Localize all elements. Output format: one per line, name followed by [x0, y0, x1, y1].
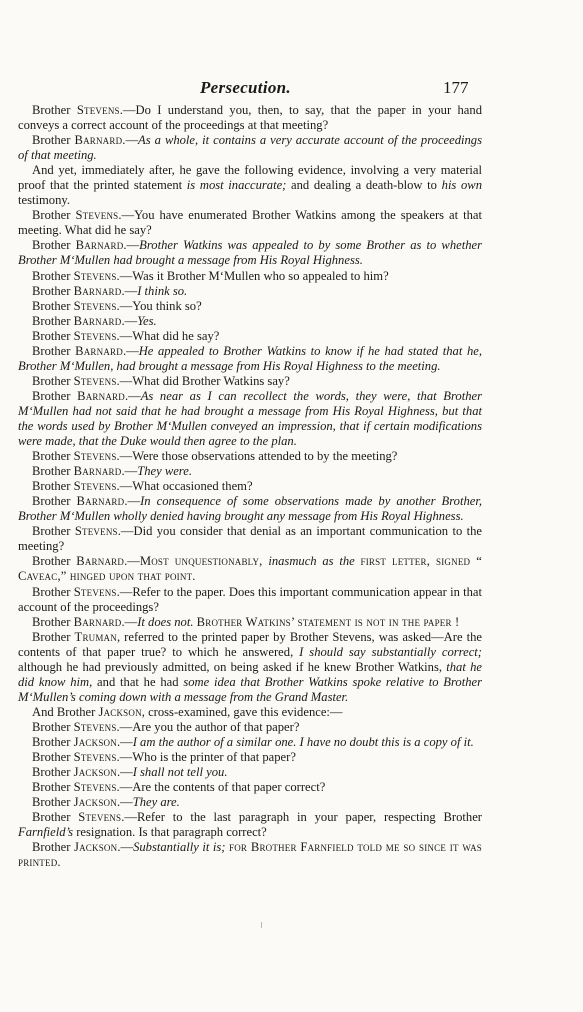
paragraph — [18, 374, 482, 389]
paragraph — [18, 238, 482, 268]
text-run: Brother — [32, 584, 74, 599]
paragraph — [18, 780, 482, 795]
text-run: Brother — [32, 313, 74, 328]
text-run: .—What occasioned them? — [116, 479, 253, 494]
text-run: and that he had — [92, 674, 184, 689]
text-run: Brother — [32, 750, 74, 765]
text-run: Brother — [32, 464, 74, 479]
text-run: .— — [122, 343, 139, 358]
italic-text: In consequence of some observations made by another Brother, Brother M‘Mullen wholly denied having brought any message from His Royal Highness. — [18, 494, 483, 524]
paragraph — [18, 208, 482, 238]
page-number: 177 — [443, 78, 469, 97]
paragraph — [18, 720, 482, 735]
italic-text: Substantially it is; — [133, 840, 226, 855]
italic-text: is most inaccurate; — [186, 178, 287, 193]
text-run: although he had previously admitted, on being asked if he knew Brother Watkins, — [18, 659, 447, 674]
text-run: Brother — [32, 719, 74, 734]
paragraph — [18, 524, 482, 554]
speaker-name: Jackson — [73, 795, 117, 810]
text-run: Brother — [32, 614, 74, 629]
speaker-name: Stevens — [73, 298, 117, 313]
text-run: Brother — [32, 734, 74, 749]
speaker-name: Barnard — [73, 283, 122, 298]
text-run: testimony. — [18, 193, 71, 208]
paragraph — [18, 494, 482, 524]
text-run: .— — [123, 238, 140, 253]
speaker-name: Jackson — [74, 840, 118, 855]
text-run: .—What did he say? — [116, 328, 220, 343]
text-run: .—Refer to the paper. Does this important communication appear in that account of the proceedings? — [18, 584, 482, 614]
paragraph — [18, 630, 482, 705]
italic-text: Farnfield’s — [18, 825, 74, 840]
speaker-name: Stevens — [73, 719, 117, 734]
speaker-name: Stevens — [73, 268, 117, 283]
paragraph — [18, 133, 482, 163]
printer-mark — [261, 922, 262, 928]
text-run: Brother — [32, 810, 79, 825]
paragraph — [18, 765, 482, 780]
text-run: .— — [121, 283, 138, 298]
speaker-name: Stevens — [73, 328, 117, 343]
text-run: .—Who is the printer of that paper? — [116, 750, 296, 765]
speaker-name: Most unquestionably, — [139, 554, 263, 569]
paragraph — [18, 284, 482, 299]
paragraph — [18, 810, 482, 840]
text-run: .—Were those observations attended to by the meeting? — [116, 449, 398, 464]
speaker-name: Stevens — [73, 584, 117, 599]
text-run: .— — [124, 388, 141, 403]
text-run: resignation. Is that paragraph correct? — [73, 825, 267, 840]
speaker-name: first letter, signed “ Caveac,” hinged upon that point. — [18, 554, 482, 584]
speaker-name: Stevens — [75, 208, 119, 223]
text-run: Brother — [32, 840, 74, 855]
text-run: .— — [116, 734, 133, 749]
speaker-name: Stevens — [73, 479, 117, 494]
text-run: .— — [121, 313, 138, 328]
italic-text: They are. — [132, 795, 180, 810]
italic-text: As a whole, it contains a very accurate account of the proceedings of that meeting. — [18, 133, 483, 163]
paragraph — [18, 585, 482, 615]
paragraph — [18, 163, 482, 208]
text-run: Brother — [32, 795, 74, 810]
paragraph — [18, 735, 482, 750]
text-run: .—Are you the author of that paper? — [116, 719, 300, 734]
running-title: Persecution. — [200, 78, 291, 97]
text-run: .— — [124, 494, 141, 509]
text-run: Brother — [32, 388, 78, 403]
speaker-name: Barnard — [76, 494, 125, 509]
italic-text: his own — [441, 178, 482, 193]
text-run: .— — [117, 840, 134, 855]
speaker-name: Barnard — [75, 238, 124, 253]
paragraph — [18, 314, 482, 329]
text-run: Brother — [32, 103, 77, 117]
speaker-name: Barnard — [77, 388, 125, 403]
text-run: .—Did you consider that denial as an important communication to the meeting? — [18, 524, 482, 554]
italic-text: I should say substantially correct; — [299, 644, 482, 659]
text-run: Brother — [32, 373, 74, 388]
speaker-name: for Brother Farnfield told me so since it was printed. — [18, 840, 482, 870]
text-run: Brother — [32, 133, 75, 148]
text-run: Brother — [32, 629, 75, 644]
text-run: .— — [122, 133, 139, 148]
paragraph — [18, 554, 482, 584]
speaker-name: Barnard — [73, 313, 122, 328]
text-run: .—Are the contents of that paper correct? — [116, 780, 326, 795]
text-run: Brother — [32, 494, 77, 509]
paragraph — [18, 705, 482, 720]
text-run: .— — [116, 765, 133, 780]
italic-text: I shall not tell you. — [132, 765, 228, 780]
speaker-name: Stevens — [73, 780, 117, 795]
speaker-name: Truman — [74, 629, 117, 644]
italic-text: inasmuch as the — [268, 554, 355, 569]
running-header — [0, 78, 583, 100]
text-run: Brother — [32, 268, 74, 283]
text-run: .—You think so? — [116, 298, 202, 313]
text-run: , cross-examined, gave this evidence:— — [141, 704, 343, 719]
text-run: Brother — [32, 238, 76, 253]
speaker-name: Jackson — [73, 765, 117, 780]
speaker-name: Barnard — [75, 343, 123, 358]
paragraph — [18, 479, 482, 494]
paragraph — [18, 344, 482, 374]
italic-text: They were. — [137, 464, 192, 479]
speaker-name: Jackson — [98, 704, 142, 719]
text-run: Brother — [32, 765, 74, 780]
italic-text: I think so. — [137, 283, 188, 298]
speaker-name: Stevens — [73, 750, 117, 765]
text-run: , referred to the printed paper by Brother Stevens, was asked—Are the contents of that paper true? to which he answered, — [18, 629, 483, 659]
text-run: .—Do I understand you, then, to say, that the paper in your hand conveys a correct account of the proceedings at that meeting? — [18, 103, 482, 133]
paragraph — [18, 389, 482, 449]
text-run: .—What did Brother Watkins say? — [116, 373, 290, 388]
speaker-name: Barnard — [74, 133, 123, 148]
paragraph — [18, 840, 482, 870]
text-run: And Brother — [32, 704, 99, 719]
speaker-name: Brother Watkins’ statement is not in the paper ! — [196, 614, 460, 629]
paragraph — [18, 464, 482, 479]
paragraph — [18, 269, 482, 284]
speaker-name: Barnard — [73, 464, 122, 479]
paragraph — [18, 615, 482, 630]
italic-text: Brother Watkins was appealed to by some Brother as to whether Brother M‘Mullen had brought a message from His Royal Highness. — [18, 238, 482, 268]
speaker-name: Jackson — [73, 734, 117, 749]
text-run: Brother — [32, 283, 74, 298]
paragraph — [18, 329, 482, 344]
speaker-name: Stevens — [76, 103, 120, 117]
text-run: Brother — [32, 343, 76, 358]
text-run: Brother — [32, 449, 74, 464]
text-run: Brother — [32, 479, 74, 494]
text-run: .— — [124, 554, 140, 569]
speaker-name: Barnard — [73, 614, 122, 629]
italic-text: that he did know him, — [18, 659, 482, 689]
paragraph — [18, 299, 482, 314]
speaker-name: Stevens — [78, 810, 122, 825]
paragraph — [18, 795, 482, 810]
speaker-name: Stevens — [73, 373, 117, 388]
text-run: .—You have enumerated Brother Watkins among the speakers at that meeting. What did he say? — [18, 208, 482, 238]
speaker-name: Stevens — [73, 449, 117, 464]
speaker-name: Barnard — [76, 554, 125, 569]
text-run: .—Was it Brother M‘Mullen who so appealed to him? — [116, 268, 389, 283]
body-text — [18, 103, 482, 870]
text-run: Brother — [32, 208, 76, 223]
paragraph — [18, 750, 482, 765]
italic-text: It does not. — [137, 614, 194, 629]
text-run: .— — [121, 464, 138, 479]
italic-text: He appealed to Brother Watkins to know if he had stated that he, Brother M‘Mullen, had brought a message from His Royal Highness to the meeting. — [18, 343, 483, 373]
italic-text: As near as I can recollect the words, they were, that Brother M‘Mullen had not said that he had brought a message from His Royal Highness, but that the words used by Brother M‘Mullen conveyed an impression, that if certain modifications were made, that the Duke would then agree to the plan. — [18, 388, 482, 449]
text-run: .— — [121, 614, 138, 629]
text-run: .— — [116, 795, 133, 810]
text-run: Brother — [32, 524, 75, 539]
text-run: Brother — [32, 554, 77, 569]
text-run: and dealing a death-blow to — [286, 178, 442, 193]
speaker-name: Stevens — [74, 524, 118, 539]
text-run: Brother — [32, 780, 74, 795]
text-run: Brother — [32, 298, 74, 313]
text-run: .—Refer to the last paragraph in your paper, respecting Brother — [121, 810, 482, 825]
paragraph — [18, 449, 482, 464]
italic-text: some idea that Brother Watkins spoke relative to Brother M‘Mullen’s coming down with a message from the Grand Master. — [18, 674, 482, 704]
text-run: Brother — [32, 328, 74, 343]
paragraph — [18, 103, 482, 133]
italic-text: Yes. — [137, 313, 157, 328]
italic-text: I am the author of a similar one. I have no doubt this is a copy of it. — [132, 734, 474, 749]
text-run: And yet, immediately after, he gave the following evidence, involving a very material proof that the printed statement — [18, 163, 482, 193]
